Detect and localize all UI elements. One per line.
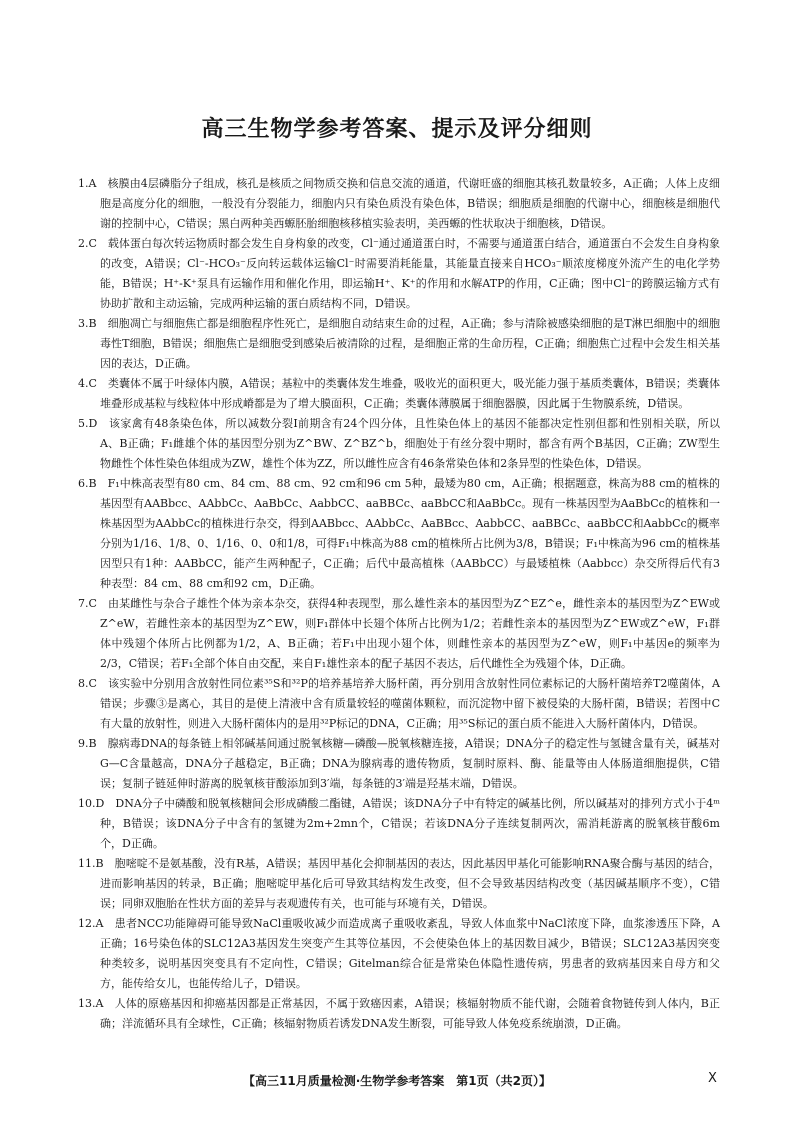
answer-item-3: 3.B 细胞凋亡与细胞焦亡都是细胞程序性死亡，是细胞自动结束生命的过程，A正确；参与清除被感染细胞的是T淋巴细胞中的细胞毒性T细胞，B错误；细胞焦亡是细胞受到感染后被清除的过程，是细胞正常的生命历程，C正确；细胞焦亡过程中会发生相关基因的表达，D正确。 — [78, 317, 720, 370]
answer-list — [78, 174, 720, 1034]
page-mark: X — [708, 1071, 717, 1086]
answer-item-5: 5.D 该家禽有48条染色体，所以减数分裂Ⅰ前期含有24个四分体，且性染色体上的基因不能都决定性别但都和性别相关联，所以A、B正确；F₁雌雄个体的基因型分别为Z^BW、Z^BZ^b，细胞处于有丝分裂中期时，都含有两个B基因，C正确；ZW型生物雌性个体性染色体组成为ZW，雄性个体为ZZ，所以雌性应含有46条常染色体和2条异型的性染色体，D错误。 — [78, 417, 720, 470]
answer-item-10: 10.D DNA分子中磷酸和脱氧核糖间会形成磷酸二酯键，A错误；该DNA分子中有特定的碱基比例，所以碱基对的排列方式小于4ᵐ种，B错误；该DNA分子中含有的氢键为2m+2mn个，C错误；若该DNA分子连续复制两次，需消耗游离的脱氧核苷酸6m个，D正确。 — [78, 797, 720, 850]
page-footer: 【高三11月质量检测·生物学参考答案 第1页（共2页）】 — [243, 1074, 551, 1088]
answer-item-1: 1.A 核膜由4层磷脂分子组成，核孔是核质之间物质交换和信息交流的通道，代谢旺盛的细胞其核孔数量较多，A正确；人体上皮细胞是高度分化的细胞，一般没有分裂能力，细胞内只有染色质没有染色体，B错误；细胞质是细胞的代谢中心，细胞核是细胞代谢的控制中心，C错误；黑白两种美西螈胚胎细胞核移植实验表明，美西螈的性状取决于细胞核，D错误。 — [78, 177, 720, 230]
answer-item-7: 7.C 由某雌性与杂合子雄性个体为亲本杂交，获得4种表现型，那么雄性亲本的基因型为Z^EZ^e，雌性亲本的基因型为Z^EW或Z^eW，若雌性亲本的基因型为Z^EW，则F₁群体中长翅个体所占比例为1/2；若雌性亲本的基因型为Z^EW或Z^eW，F₁群体中残翅个体所占比例都为1/2，A、B正确；若F₁中出现小翅个体，则雌性亲本的基因型为Z^eW，则F₁中基因e的频率为2/3，C错误；若F₁全部个体自由交配，来自F₁雄性亲本的配子基因不表达，后代雌性全为残翅个体，D正确。 — [78, 597, 720, 670]
answer-item-6: 6.B F₁中株高表型有80 cm、84 cm、88 cm、92 cm和96 cm 5种，最矮为80 cm，A正确；根据题意，株高为88 cm的植株的基因型有AABbcc、AAbbCc、AaBbCc、AabbCC、aaBBCc、aaBbCC和AaBbCc。现有一株基因型为AaBbCc的植株和一株基因型为AAbbCc的植株进行杂交，得到AABbcc、AAbbCc、AaBBcc、AabbCC、aaBBCc、aaBbCC和AabbCc的概率分别为1/16、1/8、0、1/16、0、0和1/8，可得F₁中株高为88 cm的植株所占比例为3/8，B错误；F₁中株高为96 cm的植株基因型只有1种：AABbCC，能产生两种配子，C正确；后代中最高植株（AABbCC）与最矮植株（Aabbcc）杂交所得后代有3种表型：84 cm、88 cm和92 cm，D正确。 — [78, 477, 720, 590]
answer-item-4: 4.C 类囊体不属于叶绿体内膜，A错误；基粒中的类囊体发生堆叠，吸收光的面积更大，吸光能力强于基质类囊体，B错误；类囊体堆叠形成基粒与线粒体中形成嵴都是为了增大膜面积，C正确；类囊体薄膜属于细胞器膜，因此属于生物膜系统，D错误。 — [78, 377, 720, 410]
answer-item-9: 9.B 腺病毒DNA的每条链上相邻碱基间通过脱氧核糖—磷酸—脱氧核糖连接，A错误；DNA分子的稳定性与氢键含量有关，碱基对G—C含量越高，DNA分子越稳定，B正确；DNA为腺病毒的遗传物质，复制时原料、酶、能量等由人体肠道细胞提供，C错误；复制子链延伸时游离的脱氧核苷酸添加到3′端，每条链的3′端是羟基末端，D错误。 — [78, 737, 720, 790]
page-title: 高三生物学参考答案、提示及评分细则 — [201, 117, 593, 142]
answer-item-12: 12.A 患者NCC功能障碍可能导致NaCl重吸收减少而造成离子重吸收紊乱，导致人体血浆中NaCl浓度下降，血浆渗透压下降，A正确；16号染色体的SLC12A3基因发生突变产生其等位基因，不会使染色体上的基因数目减少，B错误；SLC12A3基因突变种类较多，说明基因突变具有不定向性，C错误；Gitelman综合征是常染色体隐性遗传病，男患者的致病基因来自母方和父方，能传给女儿，也能传给儿子，D错误。 — [78, 917, 720, 990]
answer-item-13: 13.A 人体的原癌基因和抑癌基因都是正常基因，不属于致癌因素，A错误；核辐射物质不能代谢，会随着食物链传到人体内，B正确；洋流循环具有全球性，C正确；核辐射物质若诱发DNA发生断裂，可能导致人体免疫系统崩溃，D正确。 — [78, 997, 720, 1030]
answer-item-11: 11.B 胞嘧啶不是氨基酸，没有R基，A错误；基因甲基化会抑制基因的表达，因此基因甲基化可能影响RNA聚合酶与基因的结合，进而影响基因的转录，B正确；胞嘧啶甲基化后可导致其结构发生改变，但不会导致基因结构改变（基因碱基顺序不变），C错误；同卵双胞胎在性状方面的差异与表观遗传有关，也可能与环境有关，D错误。 — [78, 857, 720, 910]
answer-item-8: 8.C 该实验中分别用含放射性同位素³⁵S和³²P的培养基培养大肠杆菌，再分别用含放射性同位素标记的大肠杆菌培养T2噬菌体，A错误；步骤③是离心，其目的是使上清液中含有质量较轻的噬菌体颗粒，而沉淀物中留下被侵染的大肠杆菌，B错误；若图中C有大量的放射性，则进入大肠杆菌体内的是用³²P标记的DNA，C正确；用³⁵S标记的蛋白质不能进入大肠杆菌体内，D错误。 — [78, 677, 720, 730]
answer-item-2: 2.C 载体蛋白每次转运物质时都会发生自身构象的改变，Cl⁻通过通道蛋白时，不需要与通道蛋白结合，通道蛋白不会发生自身构象的改变，A错误；Cl⁻-HCO₃⁻反向转运载体运输Cl⁻时需要消耗能量，其能量直接来自HCO₃⁻顺浓度梯度外流产生的电化学势能，B错误；H⁺-K⁺泵具有运输作用和催化作用，即运输H⁺、K⁺的作用和水解ATP的作用，C正确；图中Cl⁻的跨膜运输方式有协助扩散和主动运输，完成两种运输的蛋白质结构不同，D错误。 — [78, 237, 720, 310]
